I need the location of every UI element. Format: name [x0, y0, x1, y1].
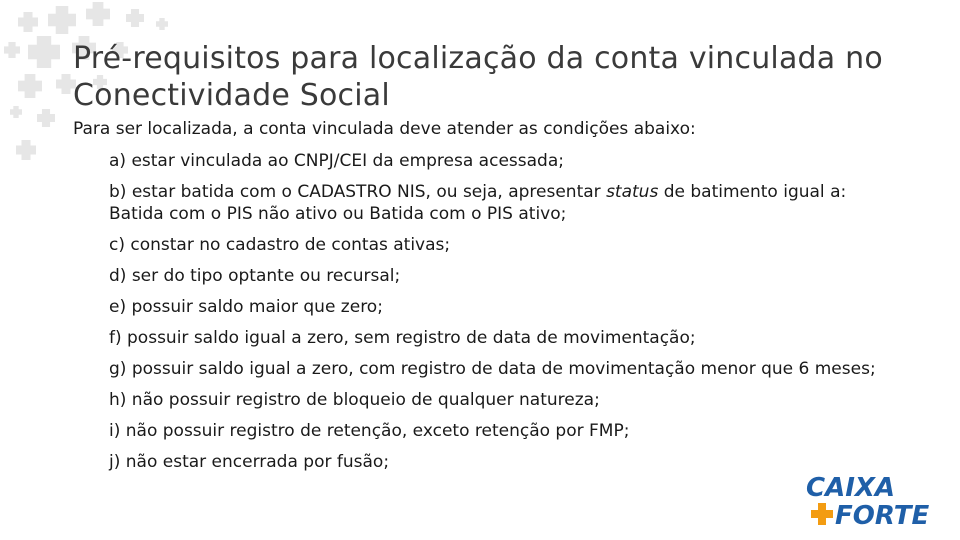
- plus-icon: [4, 42, 20, 58]
- plus-icon: [48, 6, 76, 34]
- logo-line1: CAIXA: [806, 473, 896, 503]
- condition-f: f) possuir saldo igual a zero, sem registro de data de movimentação;: [109, 328, 696, 348]
- plus-icon: [126, 9, 144, 27]
- condition-b-italic: status: [606, 182, 659, 202]
- condition-e: e) possuir saldo maior que zero;: [109, 297, 383, 317]
- condition-a: a) estar vinculada ao CNPJ/CEI da empresa acessada;: [109, 151, 564, 171]
- caixa-forte-logo: [804, 472, 944, 528]
- condition-b-start: b) estar batida com o CADASTRO NIS, ou seja, apresentar: [109, 182, 607, 202]
- condition-i: i) não possuir registro de retenção, exceto retenção por FMP;: [109, 421, 630, 441]
- plus-icon: [37, 109, 55, 127]
- plus-icon: [10, 106, 22, 118]
- plus-icon: [86, 2, 110, 26]
- slide-title: Pré-requisitos para localização da conta vinculada no Conectividade Social: [73, 41, 883, 113]
- condition-g: g) possuir saldo igual a zero, com registro de data de movimentação menor que 6 meses;: [109, 359, 876, 379]
- condition-j: j) não estar encerrada por fusão;: [109, 452, 390, 472]
- plus-icon: [16, 140, 36, 160]
- condition-b-end: de batimento igual a: Batida com o PIS não ativo ou Batida com o PIS ativo;: [109, 182, 847, 224]
- plus-icon: [156, 18, 168, 30]
- plus-icon: [18, 12, 38, 32]
- intro-text: Para ser localizada, a conta vinculada deve atender as condições abaixo:: [73, 119, 696, 139]
- conditions-list: [109, 150, 899, 482]
- logo-line2: FORTE: [835, 501, 930, 528]
- condition-d: d) ser do tipo optante ou recursal;: [109, 266, 401, 286]
- plus-icon: [28, 36, 60, 68]
- logo-plus-icon: [811, 503, 833, 525]
- plus-icon: [18, 74, 42, 98]
- condition-c: c) constar no cadastro de contas ativas;: [109, 235, 451, 255]
- condition-b: [109, 181, 899, 225]
- condition-h: h) não possuir registro de bloqueio de qualquer natureza;: [109, 390, 600, 410]
